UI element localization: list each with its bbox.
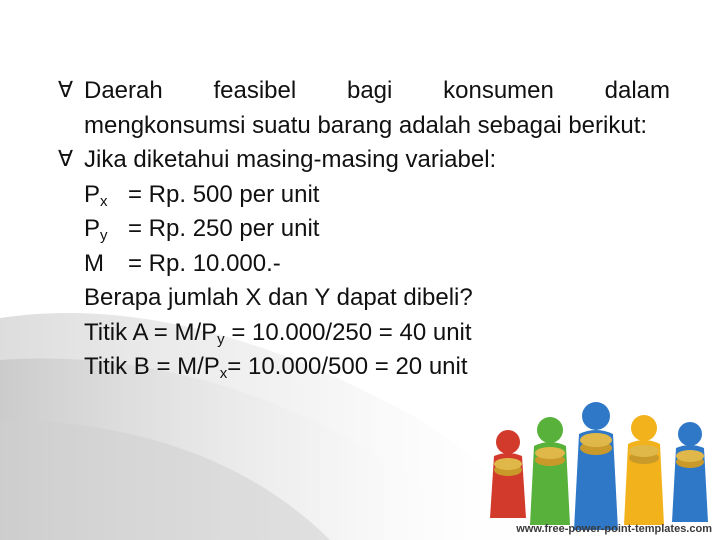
people-with-coins-illustration [478,400,720,530]
check-bullet-icon: ∀ [58,147,74,172]
var-py-value: = Rp. 250 per unit [128,215,320,242]
var-px-sub: x [100,192,108,210]
question-text: Berapa jumlah X dan Y dapat dibeli? [84,284,473,311]
figure-blue [574,402,618,530]
footer-url: www.free-power-point-templates.com [516,523,712,535]
titik-b-sub: x [219,365,228,382]
var-m-value: = Rp. 10.000.- [128,249,281,277]
bullet-text: Jika diketahui masing-masing variabel: [84,146,497,173]
titik-a-prefix: Titik A = M/P [84,318,218,346]
figure-blue-right [672,422,708,522]
bullet-text-line1: Daerah feasibel bagi konsumen dalam [84,77,670,104]
figure-yellow [624,415,664,525]
var-py-sub: y [100,227,108,244]
check-bullet-icon: ∀ [58,78,74,103]
slide-content [58,74,670,385]
variable-m [58,247,670,282]
var-px-value: = Rp. 500 per unit [128,180,320,208]
titik-b-suffix: = 10.000/500 = 20 unit [227,353,468,380]
bullet-item-variables [58,143,670,178]
figure-green [530,417,570,525]
variable-py [58,212,670,247]
bullet-text-rest: mengkonsumsi suatu barang adalah sebagai berikut: [84,111,648,139]
variable-px [58,178,670,213]
titik-b [58,350,670,385]
titik-a [58,316,670,351]
var-px-base: P [84,180,101,208]
var-py-base: P [84,215,101,242]
bullet-item-feasible-area [58,74,670,143]
titik-a-suffix: = 10.000/250 = 40 unit [224,318,472,346]
titik-a-sub: y [217,330,225,348]
titik-b-prefix: Titik B = M/P [84,353,220,380]
figure-red [490,430,526,518]
var-m-base: M [84,249,104,277]
